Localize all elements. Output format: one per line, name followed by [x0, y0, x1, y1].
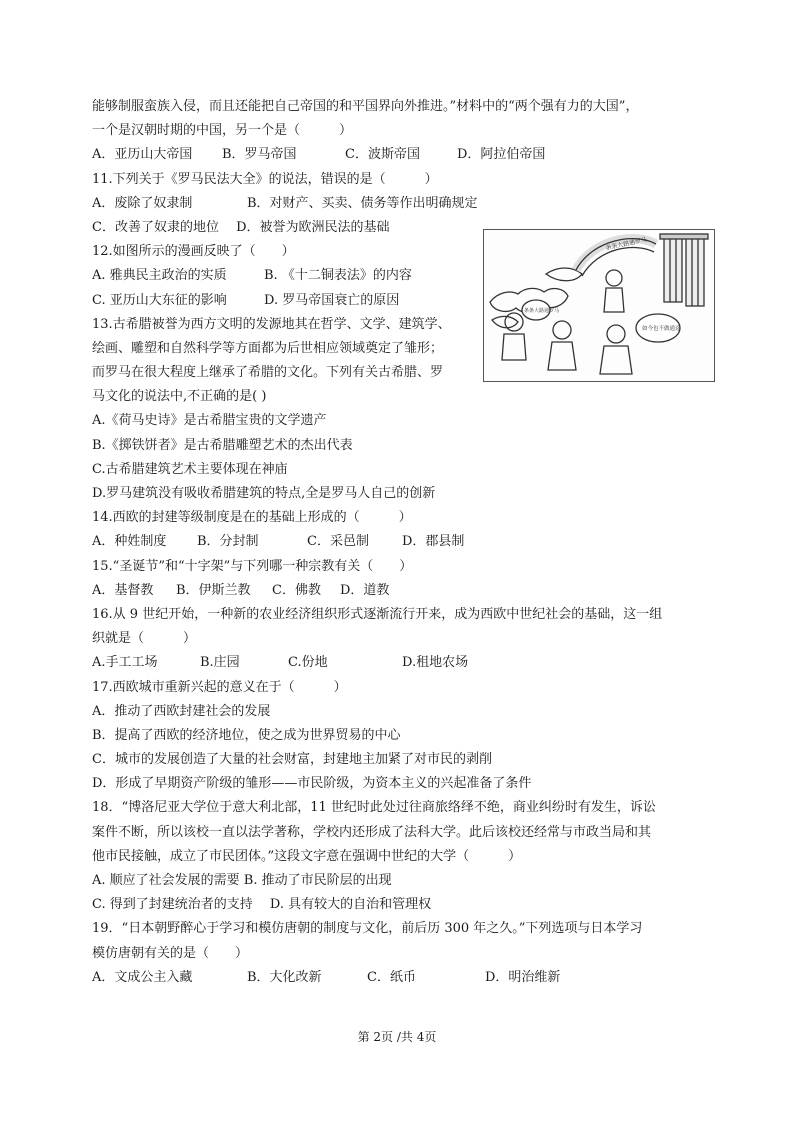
q13-option-b: B.《掷铁饼者》是古希腊雕塑艺术的杰出代表 [92, 437, 353, 453]
q13-option-a: A.《荷马史诗》是古希腊宝贵的文学遗产 [92, 413, 327, 429]
q12-option-a: A. 雅典民主政治的实质 [92, 268, 227, 284]
q17-option-c: C．城市的发展创造了大量的社会财富，封建地主加紧了对市民的剥削 [92, 752, 492, 768]
q18-options-line-1: A. 顺应了社会发展的需要 B. 推动了市民阶层的出现 [92, 873, 392, 888]
q13-option-c: C.古希腊建筑艺术主要体现在神庙 [92, 461, 288, 477]
q18-stem-line-2: 案件不断，所以该校一直以法学著称，学校内还形成了法科大学。此后该校还经常与市政当局和其 [92, 824, 652, 840]
q17-option-a: A．推动了西欧封建社会的发展 [92, 703, 271, 719]
q15-option-a: A．基督教 [92, 582, 154, 598]
q16-option-d: D.租地农场 [402, 655, 469, 671]
q11-options-line-1 [92, 192, 707, 216]
q10-stem-line-2: 一个是汉朝时期的中国，另一个是（ ） [92, 123, 353, 139]
q19-option-c: C．纸币 [367, 969, 416, 985]
q10-option-c: C．波斯帝国 [345, 147, 420, 163]
q18-options-line-2: C. 得到了封建统治者的支持 D. 具有较大的自治和管理权 [92, 897, 432, 913]
q11-options-line-2: C．改善了奴隶的地位 D．被誉为欧洲民法的基础 [92, 219, 390, 235]
q19-stem-line-1: 19．“日本朝野醉心于学习和模仿唐朝的制度与文化，前后历 300 年之久。”下列选项与日本学习 [92, 921, 643, 937]
figure-1-body [604, 288, 624, 312]
page-footer: 第 2页 /共 4页 [357, 1030, 437, 1044]
q15-options [92, 579, 707, 603]
q15-option-c: C．佛教 [272, 582, 321, 598]
column-2 [686, 236, 704, 306]
q15-option-d: D．道教 [340, 582, 390, 598]
bubble-right-text: 如今也不做通途 [642, 326, 681, 332]
q17-stem: 17.西欧城市重新兴起的意义在于（ ） [92, 679, 347, 695]
q18-stem-line-3: 他市民接触，成立了市民团体。”这段文字意在强调中世纪的大学（ ） [92, 848, 522, 864]
q19-options [92, 966, 707, 990]
q14-option-a: A．种姓制度 [92, 534, 167, 550]
bubble-left-text: 条条大路通罗马 [524, 308, 560, 314]
q17-option-d: D．形成了早期资产阶级的雏形——市民阶级，为资本主义的兴起准备了条件 [92, 776, 532, 792]
q13-stem-line-1: 13.古希腊被誉为西方文明的发源地其在哲学、文学、建筑学、 [92, 316, 451, 332]
figure-2-body [502, 334, 526, 360]
q14-option-d: D．郡县制 [402, 534, 465, 550]
figure-4-body [600, 346, 632, 374]
q10-option-b: B．罗马帝国 [222, 147, 297, 163]
q19-option-d: D．明治维新 [485, 969, 561, 985]
q11-option-b: B．对财产、买卖、债务等作出明确规定 [247, 195, 478, 211]
q19-option-a: A．文成公主入藏 [92, 969, 193, 985]
q11-stem: 11.下列关于《罗马民法大全》的说法，错误的是（ ） [92, 171, 438, 187]
q10-stem-line-1: 能够制服蛮族入侵，而且还能把自己帝国的和平国界向外推进。”材料中的“两个强有力的大国”， [92, 99, 639, 114]
q14-options [92, 530, 707, 554]
q14-option-c: C．采邑制 [307, 534, 369, 550]
q14-stem: 14.西欧的封建等级制度是在的基础上形成的（ ） [92, 510, 412, 526]
q16-stem-line-2: 织就是（ ） [92, 631, 197, 647]
figure-1-head [606, 270, 622, 286]
q12-option-c: C. 亚历山大东征的影响 [92, 292, 227, 308]
q12-options-line-1 [92, 264, 487, 288]
q19-stem-line-2: 模仿唐朝有关的是（ ） [92, 945, 249, 961]
q13-stem-line-4: 马文化的说法中,不正确的是( ) [92, 389, 267, 405]
q10-options [92, 143, 707, 167]
arch-inscription: 条条大路通罗马 [604, 236, 648, 252]
q16-option-a: A.手工工场 [92, 655, 158, 671]
q10-option-d: D．阿拉伯帝国 [457, 147, 546, 163]
column-1 [664, 238, 682, 302]
q15-option-b: B．伊斯兰教 [176, 582, 251, 598]
q16-stem-line-1: 16.从 9 世纪开始，一种新的农业经济组织形式逐渐流行开来，成为西欧中世纪社会的基础，这一组 [92, 606, 663, 622]
q13-stem-line-2: 绘画、雕塑和自然科学等方面都为后世相应领域奠定了雏形； [92, 340, 444, 356]
q15-stem: 15.“圣诞节”和“十字架”与下列哪一种宗教有关（ ） [92, 558, 413, 574]
q16-options [92, 651, 707, 675]
q13-stem-line-3: 而罗马在很大程度上继承了希腊的文化。下列有关古希腊、罗 [92, 365, 444, 381]
q12-option-d: D. 罗马帝国衰亡的原因 [264, 292, 400, 308]
q19-option-b: B．大化改新 [247, 969, 322, 985]
q16-option-c: C.份地 [288, 655, 328, 671]
q14-option-b: B．分封制 [197, 534, 259, 550]
q12-stem: 12.如图所示的漫画反映了（ ） [92, 244, 295, 260]
q11-option-a: A．废除了奴隶制 [92, 195, 193, 211]
q12-cartoon-figure [483, 229, 715, 382]
cartoon-illustration [484, 230, 714, 381]
figure-3-head [553, 321, 571, 339]
figure-3-body [548, 342, 576, 370]
figure-4-head [607, 325, 625, 343]
q17-option-b: B．提高了西欧的经济地位，使之成为世界贸易的中心 [92, 727, 401, 743]
q12-options-line-2 [92, 289, 487, 313]
q18-stem-line-1: 18．“博洛尼亚大学位于意大利北部，11 世纪时此处过往商旅络绎不绝，商业纠纷时有发生，诉讼 [92, 800, 656, 816]
q12-option-b: B. 《十二铜表法》的内容 [264, 268, 412, 284]
q10-option-a: A．亚历山大帝国 [92, 147, 193, 163]
q13-option-d: D.罗马建筑没有吸收希腊建筑的特点,全是罗马人自己的创新 [92, 486, 436, 501]
q16-option-b: B.庄园 [200, 655, 240, 671]
figure-2-head [505, 313, 523, 331]
